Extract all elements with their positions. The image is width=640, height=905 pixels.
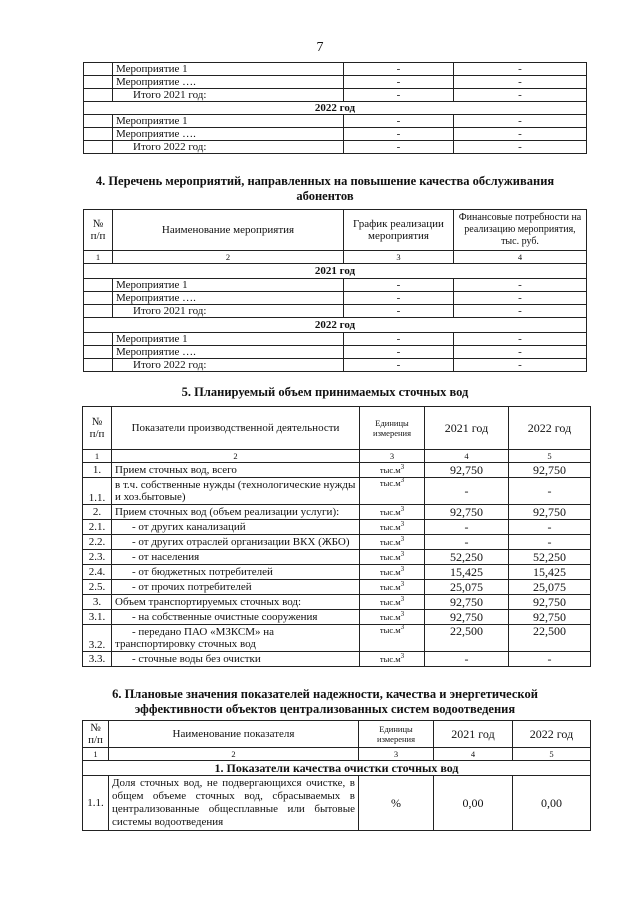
table-row (84, 63, 587, 76)
unit-cell (360, 565, 425, 580)
row-name: Итого 2021 год: (113, 305, 344, 318)
value-2021: 22,500 (425, 625, 509, 652)
value-2022: 92,750 (509, 505, 591, 520)
col-unit-header: Единицы измерения (359, 721, 434, 748)
table-row (83, 550, 591, 565)
cell: - (454, 279, 587, 292)
col-numbers-row (83, 450, 591, 463)
row-name: - на собственные очистные сооружения (112, 610, 360, 625)
cell: - (344, 63, 454, 76)
table-row (83, 610, 591, 625)
value-2021: - (425, 535, 509, 550)
unit-exp: 3 (400, 610, 405, 619)
col-num-header: № п/п (84, 210, 113, 251)
cell: - (454, 89, 587, 102)
cell: - (454, 115, 587, 128)
table-row (83, 535, 591, 550)
row-num: 2.1. (83, 520, 112, 535)
page-number: 7 (316, 40, 324, 55)
unit-text: тыс.м (379, 478, 401, 488)
col-number: 3 (344, 251, 454, 264)
table-row (84, 115, 587, 128)
cell: - (344, 333, 454, 346)
unit-exp: 3 (400, 463, 405, 472)
cell: - (454, 346, 587, 359)
row-name: Мероприятие …. (113, 346, 344, 359)
table-row (83, 580, 591, 595)
col-number: 3 (359, 748, 434, 761)
col-number: 1 (83, 450, 112, 463)
unit-cell (360, 652, 425, 667)
year-label: 2022 год (84, 102, 587, 115)
row-name: - сточные воды без очистки (112, 652, 360, 667)
value-2022: 92,750 (509, 463, 591, 478)
value-2021: 92,750 (425, 505, 509, 520)
unit-cell (360, 478, 425, 505)
unit-cell (360, 580, 425, 595)
year-row (84, 318, 587, 333)
col-number: 4 (434, 748, 513, 761)
row-name: Мероприятие …. (113, 292, 344, 305)
subheader: 1. Показатели качества очистки сточных вод (83, 761, 591, 776)
value-2021: - (425, 520, 509, 535)
col-schedule-header: График реализации мероприятия (344, 210, 454, 251)
table-row (83, 463, 591, 478)
col-number: 2 (113, 251, 344, 264)
col-name-header: Показатели производственной деятельности (112, 407, 360, 450)
value-2021: 92,750 (425, 463, 509, 478)
value-2022: 52,250 (509, 550, 591, 565)
table-row (84, 89, 587, 102)
unit-cell (360, 463, 425, 478)
col-number: 2 (112, 450, 360, 463)
table-row (83, 652, 591, 667)
table-row (83, 776, 591, 831)
unit-exp: 3 (400, 595, 405, 604)
value-2021: 25,075 (425, 580, 509, 595)
subheader-row (83, 761, 591, 776)
value-2022: 15,425 (509, 565, 591, 580)
section-5-table (82, 406, 591, 667)
col-number: 4 (454, 251, 587, 264)
table-row (83, 565, 591, 580)
row-name: Мероприятие …. (113, 128, 344, 141)
section-6-table (82, 720, 591, 831)
table-row (84, 292, 587, 305)
value-2022: 92,750 (509, 610, 591, 625)
row-name (112, 625, 360, 652)
table-row (83, 520, 591, 535)
title-line: 6. Плановые значения показателей надежности, качества и энергетической (112, 687, 538, 701)
table-row (84, 333, 587, 346)
row-name: Мероприятие 1 (113, 333, 344, 346)
value-2021: 52,250 (425, 550, 509, 565)
value-2021: - (425, 478, 509, 505)
section-6-title (60, 687, 590, 717)
unit-cell (360, 625, 425, 652)
col-number: 4 (425, 450, 509, 463)
row-name: - от бюджетных потребителей (112, 565, 360, 580)
unit-exp: 3 (400, 535, 405, 544)
year-label: 2021 год (84, 264, 587, 279)
value-2022: - (509, 478, 591, 505)
title-line: эффективности объектов централизованных систем водоотведения (134, 702, 516, 716)
value-2022: 0,00 (513, 776, 591, 831)
col-number: 1 (84, 251, 113, 264)
row-num: 2.4. (83, 565, 112, 580)
top-table (83, 62, 587, 154)
section-5-title: 5. Планируемый объем принимаемых сточных вод (181, 385, 469, 399)
cell: - (454, 128, 587, 141)
cell: - (344, 292, 454, 305)
table-row (84, 359, 587, 372)
unit-text: тыс.м (379, 552, 401, 562)
unit-cell (360, 550, 425, 565)
col-2022-header: 2022 год (509, 407, 591, 450)
unit-text: тыс.м (379, 597, 401, 607)
unit-exp: 3 (400, 477, 405, 485)
row-name: Итого 2021 год: (113, 89, 344, 102)
unit-text: тыс.м (379, 465, 401, 475)
unit-exp: 3 (400, 652, 405, 661)
cell: - (454, 292, 587, 305)
unit-text: тыс.м (379, 522, 401, 532)
cell: - (454, 333, 587, 346)
row-num: 3.1. (83, 610, 112, 625)
row-name: в т.ч. собственные нужды (технологические нужды и хоз.бытовые) (112, 478, 360, 505)
col-2021-header: 2021 год (425, 407, 509, 450)
unit-exp: 3 (400, 550, 405, 559)
col-2022-header: 2022 год (513, 721, 591, 748)
row-num: 3.2. (83, 625, 112, 652)
row-name: Итого 2022 год: (113, 359, 344, 372)
cell: - (344, 279, 454, 292)
table-row (83, 625, 591, 652)
row-name: - от населения (112, 550, 360, 565)
value-2022: 92,750 (509, 595, 591, 610)
row-name: Итого 2022 год: (113, 141, 344, 154)
row-name: - от других канализаций (112, 520, 360, 535)
col-numbers-row (84, 251, 587, 264)
row-name: Объем транспортируемых сточных вод: (112, 595, 360, 610)
table-row (84, 346, 587, 359)
unit-cell (360, 520, 425, 535)
row-name-text: - передано ПАО «МЗКСМ» на транспортировку сточных вод (115, 626, 275, 650)
title-line: 4. Перечень мероприятий, направленных на повышение качества обслуживания (95, 174, 555, 188)
cell: - (454, 76, 587, 89)
row-name: Мероприятие 1 (113, 63, 344, 76)
cell: - (344, 89, 454, 102)
cell: - (344, 141, 454, 154)
table-row (84, 128, 587, 141)
unit-text: тыс.м (379, 625, 401, 635)
title-line: абонентов (296, 189, 354, 203)
row-num: 2.5. (83, 580, 112, 595)
unit-exp: 3 (400, 505, 405, 514)
row-num: 3. (83, 595, 112, 610)
row-num: 1.1. (83, 776, 109, 831)
cell: - (344, 305, 454, 318)
table-row (84, 141, 587, 154)
row-num: 1.1. (83, 478, 112, 505)
table-row (84, 279, 587, 292)
row-name: Прием сточных вод (объем реализации услуги): (112, 505, 360, 520)
cell: - (344, 76, 454, 89)
unit-text: тыс.м (379, 507, 401, 517)
row-num: 2.2. (83, 535, 112, 550)
col-num-header: № п/п (83, 407, 112, 450)
unit-text: тыс.м (379, 582, 401, 592)
value-2022: - (509, 652, 591, 667)
cell: - (454, 359, 587, 372)
table-row (83, 595, 591, 610)
unit-text: тыс.м (379, 654, 401, 664)
col-finance-header: Финансовые потребности на реализацию мероприятия, тыс. руб. (454, 210, 587, 251)
row-num: 3.3. (83, 652, 112, 667)
row-name: Мероприятие 1 (113, 115, 344, 128)
header-row (83, 407, 591, 450)
unit-cell (360, 535, 425, 550)
row-num: 1. (83, 463, 112, 478)
value-2022: - (509, 535, 591, 550)
row-name: - от прочих потребителей (112, 580, 360, 595)
cell: - (454, 63, 587, 76)
unit-exp: 3 (400, 520, 405, 529)
col-numbers-row (83, 748, 591, 761)
col-number: 3 (360, 450, 425, 463)
cell: - (344, 128, 454, 141)
col-name-header: Наименование показателя (109, 721, 359, 748)
cell: - (344, 115, 454, 128)
unit-cell (360, 610, 425, 625)
section-4-table (83, 209, 587, 372)
unit-exp: 3 (400, 624, 405, 632)
header-row (84, 210, 587, 251)
row-name: - от других отраслей организации ВКХ (ЖБО) (112, 535, 360, 550)
col-number: 5 (513, 748, 591, 761)
unit-cell: % (359, 776, 434, 831)
row-name: Прием сточных вод, всего (112, 463, 360, 478)
col-2021-header: 2021 год (434, 721, 513, 748)
cell: - (454, 305, 587, 318)
cell: - (344, 346, 454, 359)
col-num-header: № п/п (83, 721, 109, 748)
year-row (84, 102, 587, 115)
col-unit-header: Единицы измерения (360, 407, 425, 450)
section-4-title (60, 174, 590, 204)
unit-text: тыс.м (379, 537, 401, 547)
year-label: 2022 год (84, 318, 587, 333)
value-2021: 92,750 (425, 595, 509, 610)
row-name: Мероприятие 1 (113, 279, 344, 292)
col-name-header: Наименование мероприятия (113, 210, 344, 251)
col-number: 5 (509, 450, 591, 463)
value-2022: 22,500 (509, 625, 591, 652)
row-name: Мероприятие …. (113, 76, 344, 89)
row-name: Доля сточных вод, не подвергающихся очистке, в общем объеме сточных вод, сбрасываемых в централизованные общесплавные или бытовые системы водоотведения (109, 776, 359, 831)
value-2021: 15,425 (425, 565, 509, 580)
table-row (84, 305, 587, 318)
value-2021: - (425, 652, 509, 667)
value-2022: - (509, 520, 591, 535)
value-2022: 25,075 (509, 580, 591, 595)
row-num: 2. (83, 505, 112, 520)
value-2021: 0,00 (434, 776, 513, 831)
year-row (84, 264, 587, 279)
value-2021: 92,750 (425, 610, 509, 625)
unit-cell (360, 505, 425, 520)
row-num: 2.3. (83, 550, 112, 565)
unit-text: тыс.м (379, 612, 401, 622)
header-row (83, 721, 591, 748)
unit-exp: 3 (400, 565, 405, 574)
col-number: 1 (83, 748, 109, 761)
table-row (84, 76, 587, 89)
table-row (83, 478, 591, 505)
table-row (83, 505, 591, 520)
unit-text: тыс.м (379, 567, 401, 577)
col-number: 2 (109, 748, 359, 761)
cell: - (454, 141, 587, 154)
cell: - (344, 359, 454, 372)
unit-cell (360, 595, 425, 610)
unit-exp: 3 (400, 580, 405, 589)
